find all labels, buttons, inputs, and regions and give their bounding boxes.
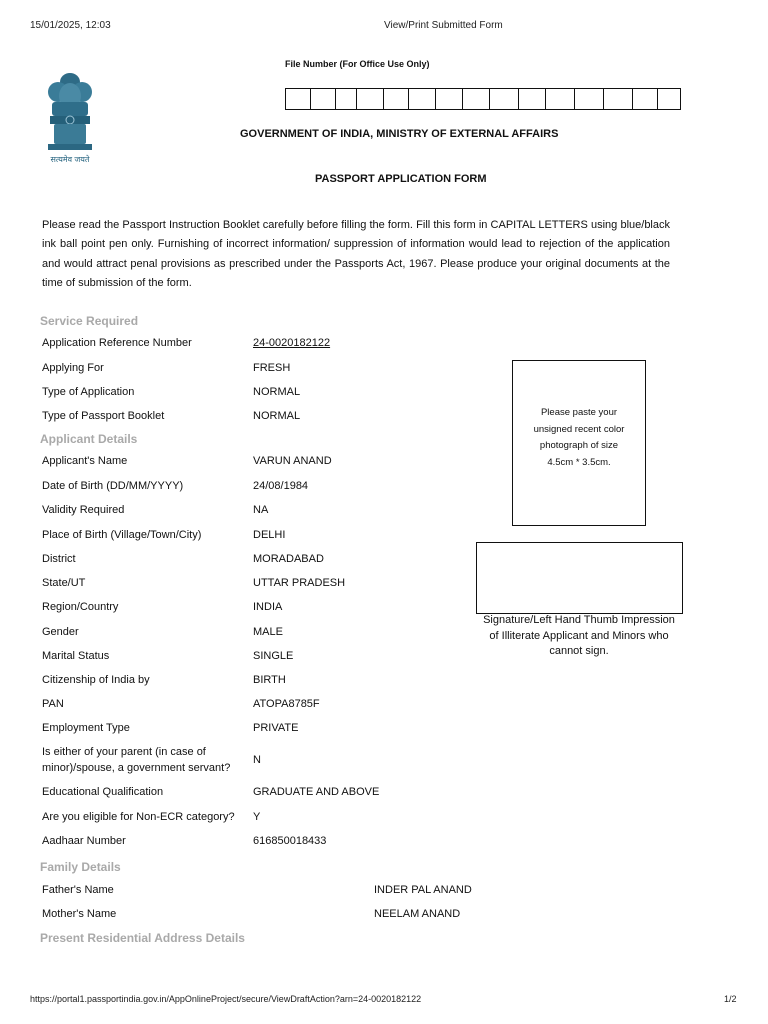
field-value-state: UTTAR PRADESH xyxy=(253,577,346,589)
photo-paste-box xyxy=(512,360,646,526)
print-footer-page: 1/2 xyxy=(724,994,737,1004)
field-value-mother-name: NEELAM ANAND xyxy=(374,908,461,920)
print-footer-url: https://portal1.passportindia.gov.in/AppOnlineProject/secure/ViewDraftAction?arn=24-0020182122 xyxy=(30,994,422,1004)
field-label-non-ecr: Are you eligible for Non-ECR category? xyxy=(42,811,235,823)
form-title: PASSPORT APPLICATION FORM xyxy=(315,173,487,185)
signature-box xyxy=(476,542,683,614)
field-value-dob: 24/08/1984 xyxy=(253,480,309,492)
field-label-marital-status: Marital Status xyxy=(42,650,110,662)
field-label-gender: Gender xyxy=(42,626,79,638)
section-family-details: Family Details xyxy=(40,860,121,874)
field-label-state: State/UT xyxy=(42,577,86,589)
national-emblem-logo xyxy=(40,68,100,172)
field-value-pan: ATOPA8785F xyxy=(253,698,320,710)
field-value-arn: 24-0020182122 xyxy=(253,337,331,349)
field-value-region: INDIA xyxy=(253,601,283,613)
field-label-dob: Date of Birth (DD/MM/YYYY) xyxy=(42,480,184,492)
photo-instruction-line2: unsigned recent color xyxy=(533,423,625,435)
field-label-applicant-name: Applicant's Name xyxy=(42,455,128,467)
field-label-booklet-type: Type of Passport Booklet xyxy=(42,410,165,422)
field-value-employment-type: PRIVATE xyxy=(253,722,299,734)
field-label-govt-servant-line1: Is either of your parent (in case of xyxy=(42,746,206,758)
section-applicant-details: Applicant Details xyxy=(40,432,138,446)
field-label-type-of-application: Type of Application xyxy=(42,386,135,398)
field-label-aadhaar: Aadhaar Number xyxy=(42,835,126,847)
emblem-motto: सत्यमेव जयते xyxy=(50,155,90,164)
field-value-education: GRADUATE AND ABOVE xyxy=(253,786,380,798)
field-label-govt-servant-line2: minor)/spouse, a government servant? xyxy=(42,762,231,774)
ministry-heading: GOVERNMENT OF INDIA, MINISTRY OF EXTERNAL AFFAIRS xyxy=(240,128,559,140)
field-value-non-ecr: Y xyxy=(253,811,261,823)
section-present-address: Present Residential Address Details xyxy=(40,931,245,945)
field-label-arn: Application Reference Number xyxy=(42,337,192,349)
field-value-aadhaar: 616850018433 xyxy=(253,835,327,847)
field-label-citizenship: Citizenship of India by xyxy=(42,674,150,686)
field-value-type-of-application: NORMAL xyxy=(253,386,301,398)
signature-caption-line1: Signature/Left Hand Thumb Impression xyxy=(483,614,675,626)
field-label-district: District xyxy=(42,553,76,565)
field-label-pan: PAN xyxy=(42,698,64,710)
field-value-place-of-birth: DELHI xyxy=(253,529,286,541)
field-label-employment-type: Employment Type xyxy=(42,722,130,734)
field-value-govt-servant: N xyxy=(253,754,261,766)
field-value-father-name: INDER PAL ANAND xyxy=(374,884,472,896)
field-value-applying-for: FRESH xyxy=(253,362,291,374)
section-service-required: Service Required xyxy=(40,314,139,328)
field-value-marital-status: SINGLE xyxy=(253,650,294,662)
field-value-validity: NA xyxy=(253,504,269,516)
print-datetime: 15/01/2025, 12:03 xyxy=(30,20,111,31)
field-label-place-of-birth: Place of Birth (Village/Town/City) xyxy=(42,529,202,541)
file-number-boxes xyxy=(285,88,681,110)
field-label-applying-for: Applying For xyxy=(42,362,104,374)
field-value-citizenship: BIRTH xyxy=(253,674,286,686)
field-value-gender: MALE xyxy=(253,626,283,638)
field-value-booklet-type: NORMAL xyxy=(253,410,301,422)
instructions-paragraph: Please read the Passport Instruction Booklet carefully before filling the form. Fill this form in CAPITAL LETTERS using blue/black ink ball point pen only. Furnishing of incorrect information/ suppression of information would lead to rejection of the application and would attract penal provisions as prescribed under the Passports Act, 1967. Please produce your original documents at the time of submission of the form. xyxy=(42,219,670,289)
print-title: View/Print Submitted Form xyxy=(384,20,503,31)
field-label-education: Educational Qualification xyxy=(42,786,164,798)
photo-instruction-line4: 4.5cm * 3.5cm. xyxy=(547,456,611,468)
photo-instruction-line3: photograph of size xyxy=(539,440,619,451)
signature-caption xyxy=(474,613,684,660)
signature-caption-line3: cannot sign. xyxy=(549,645,609,657)
file-number-label: File Number (For Office Use Only) xyxy=(285,59,430,69)
signature-caption-line2: of Illiterate Applicant and Minors who xyxy=(489,629,669,642)
field-label-father-name: Father's Name xyxy=(42,884,114,896)
field-label-region: Region/Country xyxy=(42,601,119,613)
field-value-applicant-name: VARUN ANAND xyxy=(253,455,332,467)
field-label-validity: Validity Required xyxy=(42,504,125,516)
field-label-mother-name: Mother's Name xyxy=(42,908,117,920)
field-value-district: MORADABAD xyxy=(253,553,324,565)
photo-instruction-line1: Please paste your xyxy=(540,407,618,418)
